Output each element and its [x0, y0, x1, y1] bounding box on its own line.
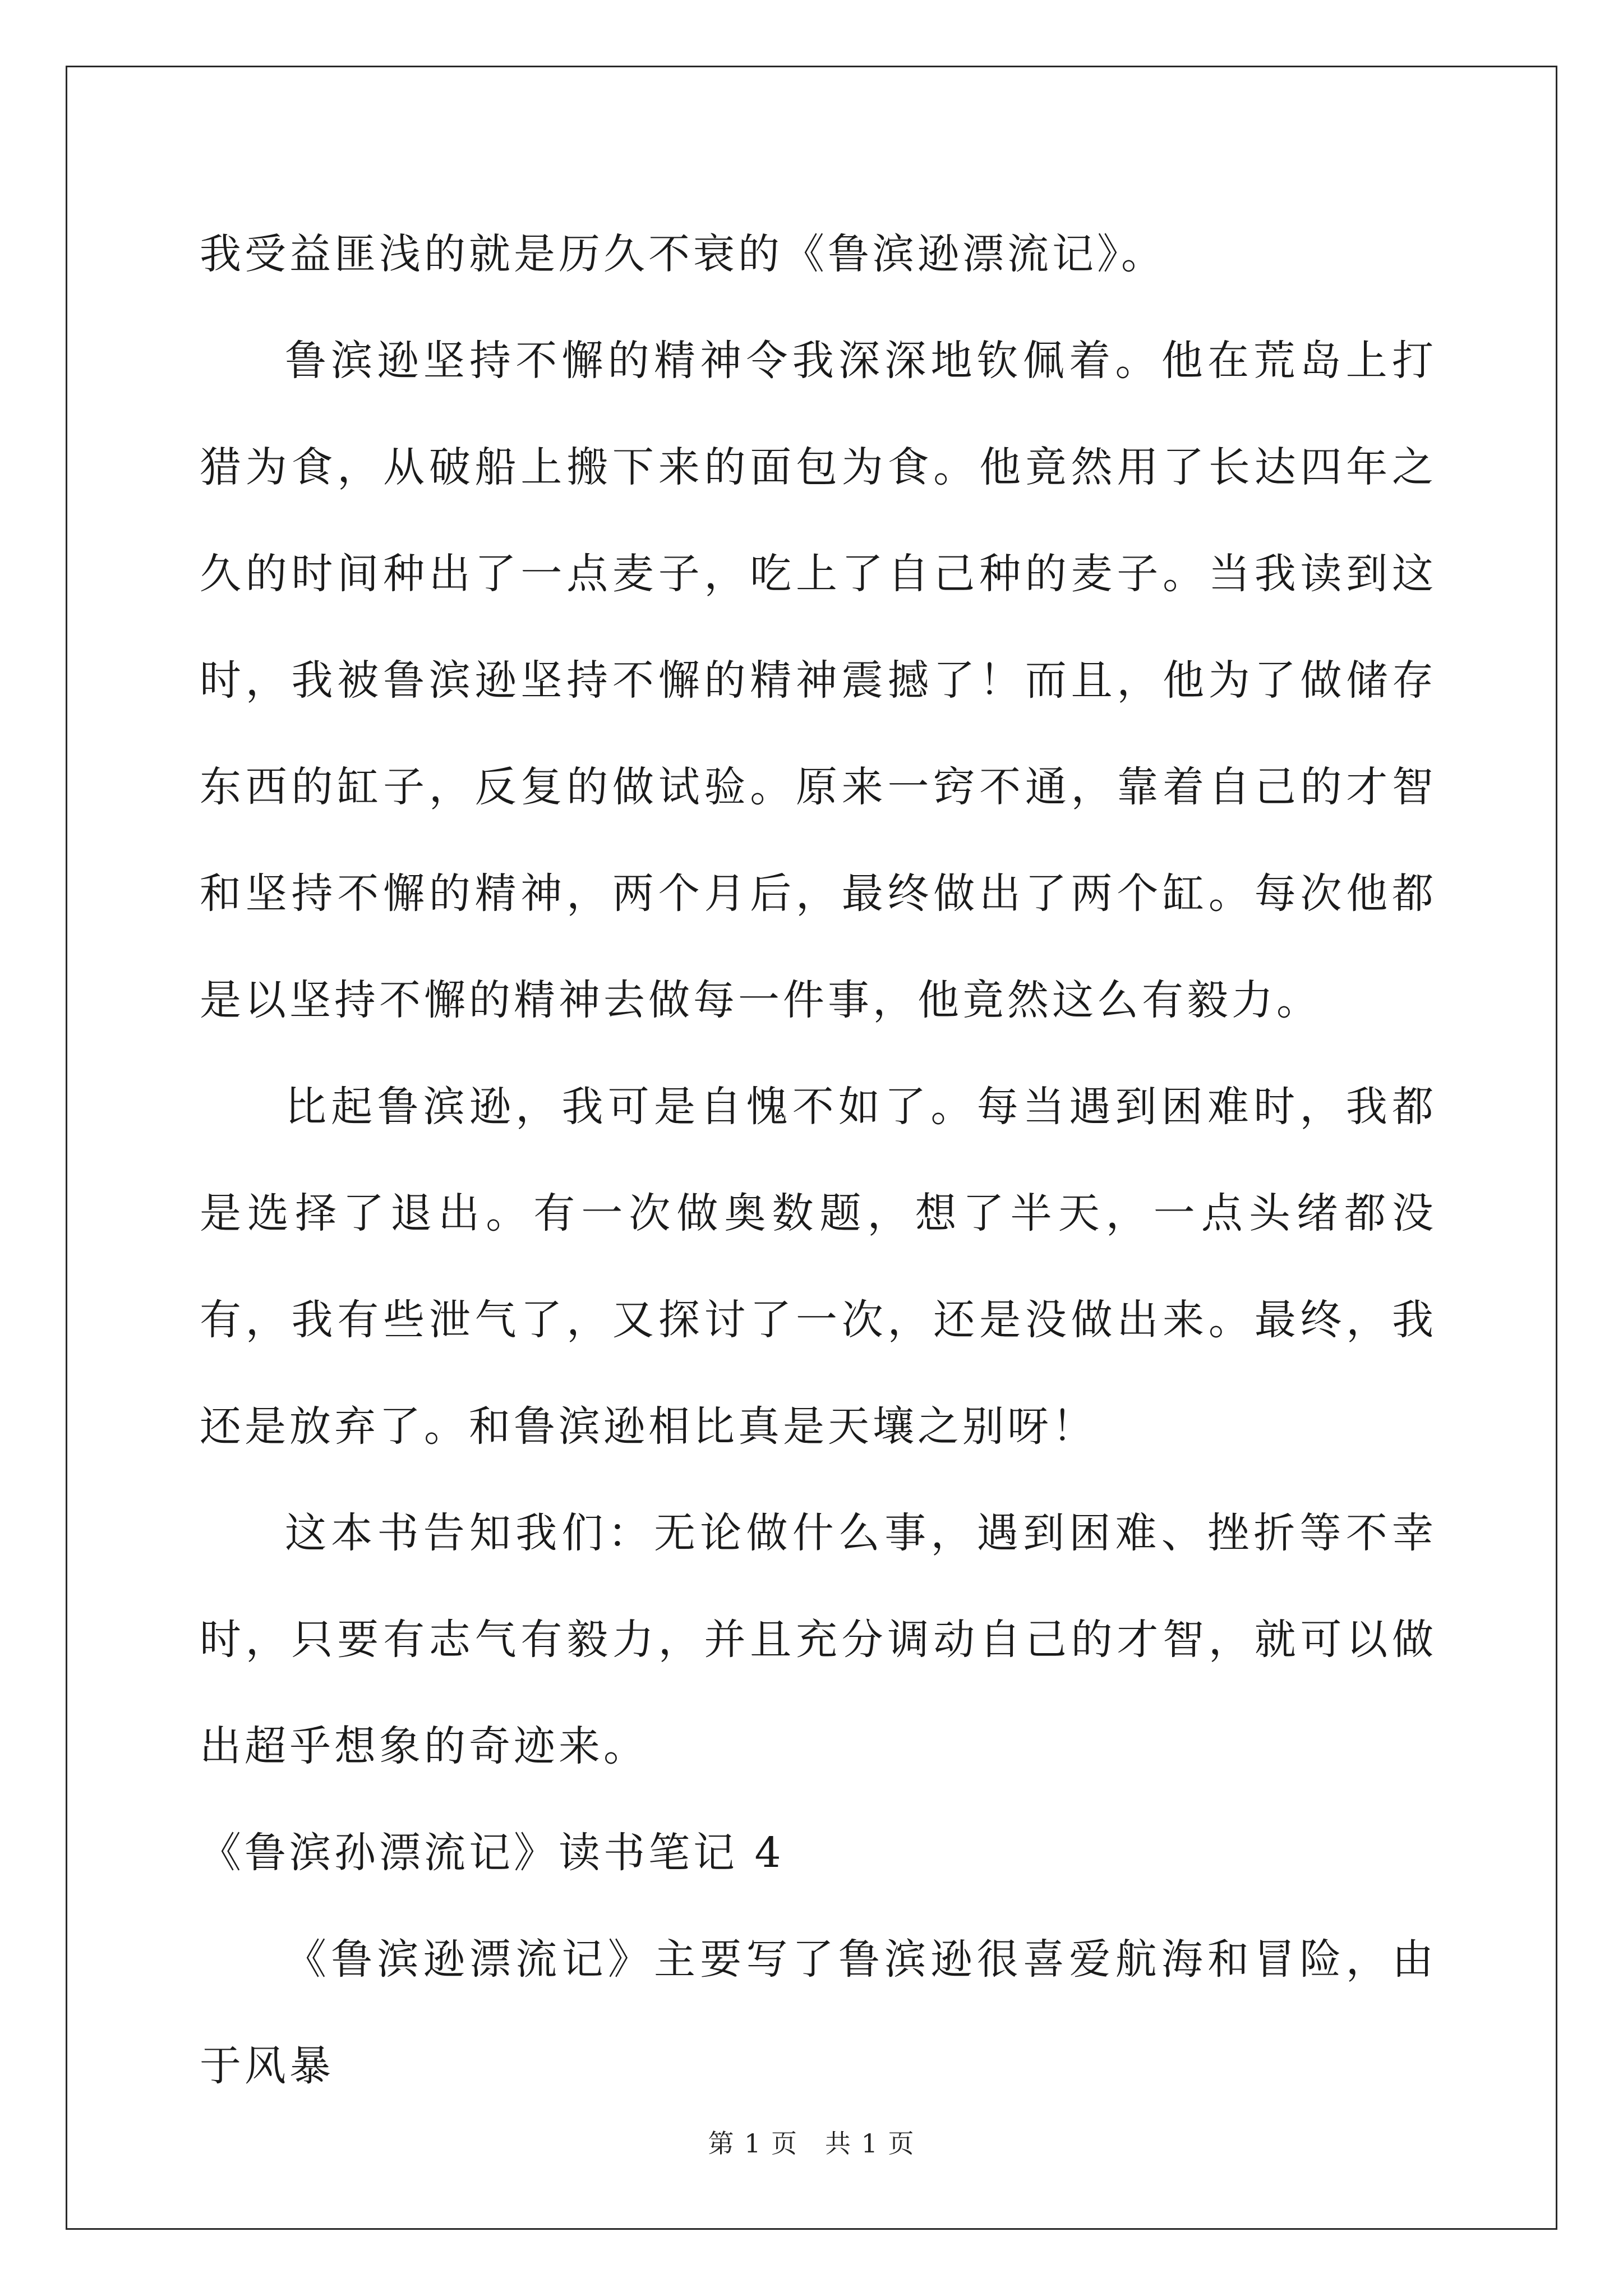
- page-total: 共 1 页: [825, 2128, 915, 2159]
- paragraph-1: 我受益匪浅的就是历久不衰的《鲁滨逊漂流记》。: [200, 230, 1166, 278]
- paragraph-2: 鲁滨逊坚持不懈的精神令我深深地钦佩着。他在荒岛上打猎为食，从破船上搬下来的面包为食。他竟然用了长达四年之久的时间种出了一点麦子，吃上了自己种的麦子。当我读到这时，我被鲁滨逊坚持不懈的精神震撼了！而且，他为了做储存东西的缸子，反复的做试验。原来一窍不通，靠着自己的才智和坚持不懈的精神，两个月后，最终做出了两个缸。每次他都是以坚持不懈的精神去做每一件事，他竟然这么有毅力。: [200, 337, 1437, 1024]
- page-number: 第 1 页: [708, 2128, 798, 2159]
- paragraph-4: 这本书告知我们：无论做什么事，遇到困难、挫折等不幸时，只要有志气有毅力，并且充分调动自己的才智，就可以做出超乎想象的奇迹来。: [200, 1509, 1437, 1770]
- paragraph-5: 《鲁滨逊漂流记》主要写了鲁滨逊很喜爱航海和冒险，由于风暴: [200, 1935, 1437, 2090]
- document-body: [200, 201, 1437, 2119]
- paragraph-3: 比起鲁滨逊，我可是自愧不如了。每当遇到困难时，我都是选择了退出。有一次做奥数题，想了半天，一点头绪都没有，我有些泄气了，又探讨了一次，还是没做出来。最终，我还是放弃了。和鲁滨逊相比真是天壤之别呀！: [200, 1083, 1437, 1451]
- section-heading: 《鲁滨孙漂流记》读书笔记 4: [200, 1829, 785, 1877]
- page-footer: [0, 2123, 1623, 2160]
